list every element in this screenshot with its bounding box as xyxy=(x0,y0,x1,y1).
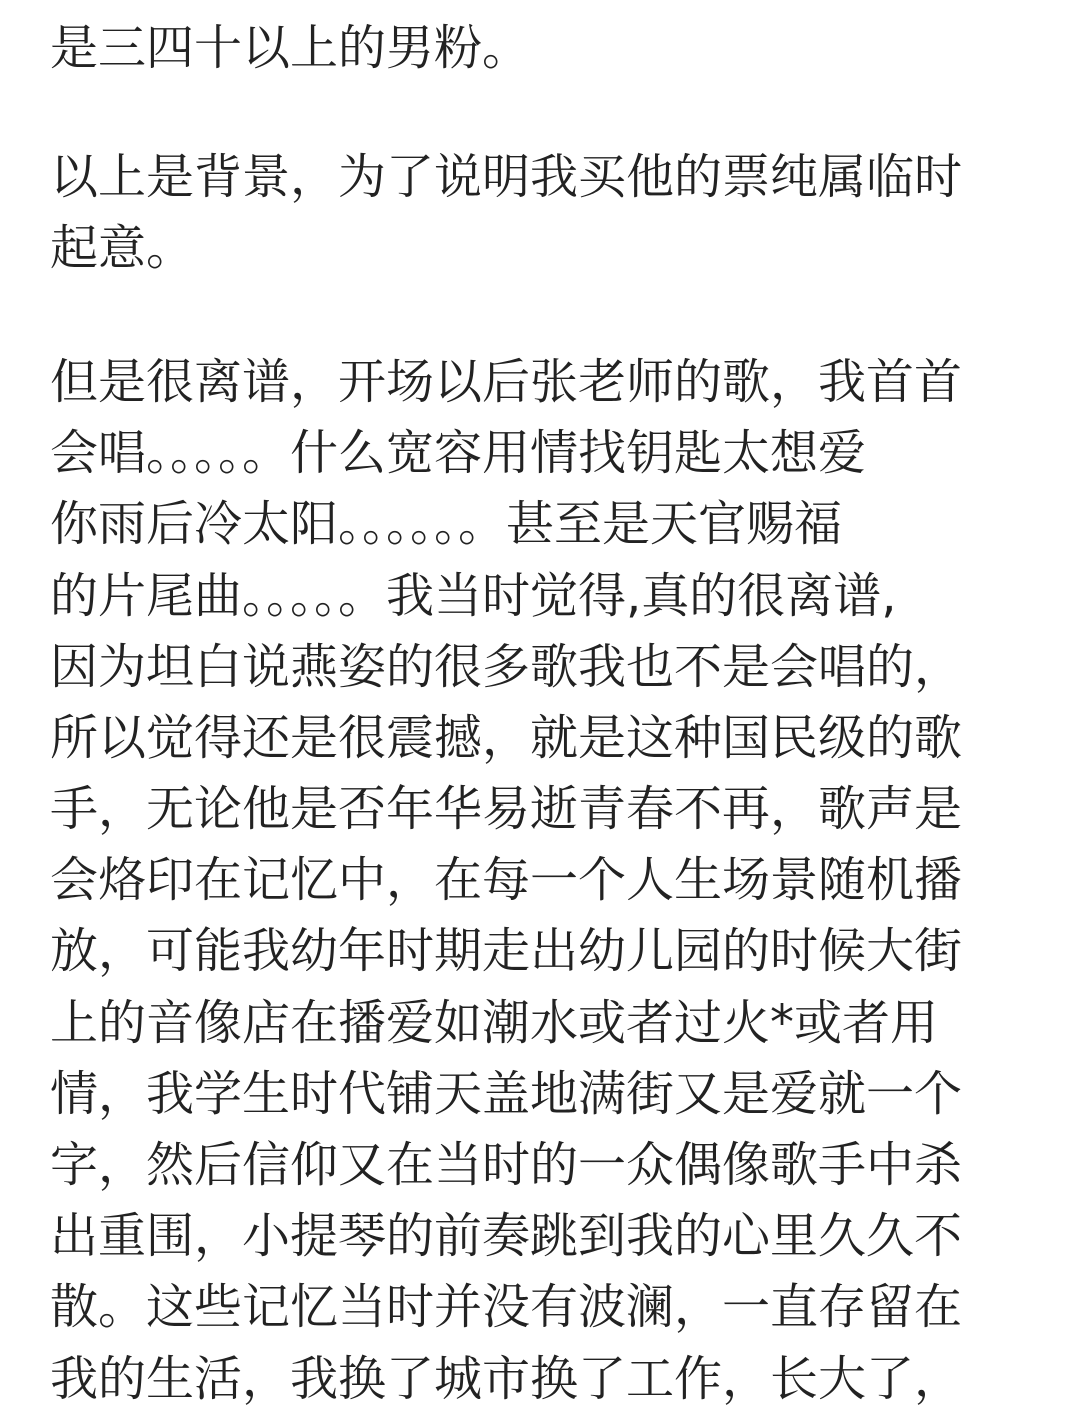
text-line: 你雨后冷太阳。。。。。。甚至是天官赐福 xyxy=(50,496,843,552)
text-line: 我的生活，我换了城市换了工作，长大了， xyxy=(50,1351,963,1407)
text-line: 是三四十以上的男粉。 xyxy=(50,20,531,76)
text-line: 但是很离谱，开场以后张老师的歌，我首首 xyxy=(50,354,963,410)
text-line: 会唱。。。。。什么宽容用情找钥匙太想爱 xyxy=(50,425,867,481)
text-line: 会烙印在记忆中，在每一个人生场景随机播 xyxy=(50,852,963,908)
text-line: 所以觉得还是很震撼，就是这种国民级的歌 xyxy=(50,710,963,766)
text-line: 以上是背景，为了说明我买他的票纯属临时 xyxy=(50,149,963,205)
text-line: 字，然后信仰又在当时的一众偶像歌手中杀 xyxy=(50,1137,963,1193)
text-line: 因为坦白说燕姿的很多歌我也不是会唱的， xyxy=(50,639,963,695)
text-line: 放，可能我幼年时期走出幼儿园的时候大街 xyxy=(50,923,963,979)
text-line: 散。这些记忆当时并没有波澜，一直存留在 xyxy=(50,1279,963,1335)
text-line: 情，我学生时代铺天盖地满街又是爱就一个 xyxy=(50,1066,963,1122)
text-line: 上的音像店在播爱如潮水或者过火*或者用 xyxy=(50,995,939,1051)
text-line: 出重围，小提琴的前奏跳到我的心里久久不 xyxy=(50,1208,963,1264)
text-line: 的片尾曲。。。。。我当时觉得,真的很离谱, xyxy=(50,568,897,624)
text-line: 起意。 xyxy=(50,220,195,276)
text-line: 手，无论他是否年华易逝青春不再，歌声是 xyxy=(50,781,963,837)
